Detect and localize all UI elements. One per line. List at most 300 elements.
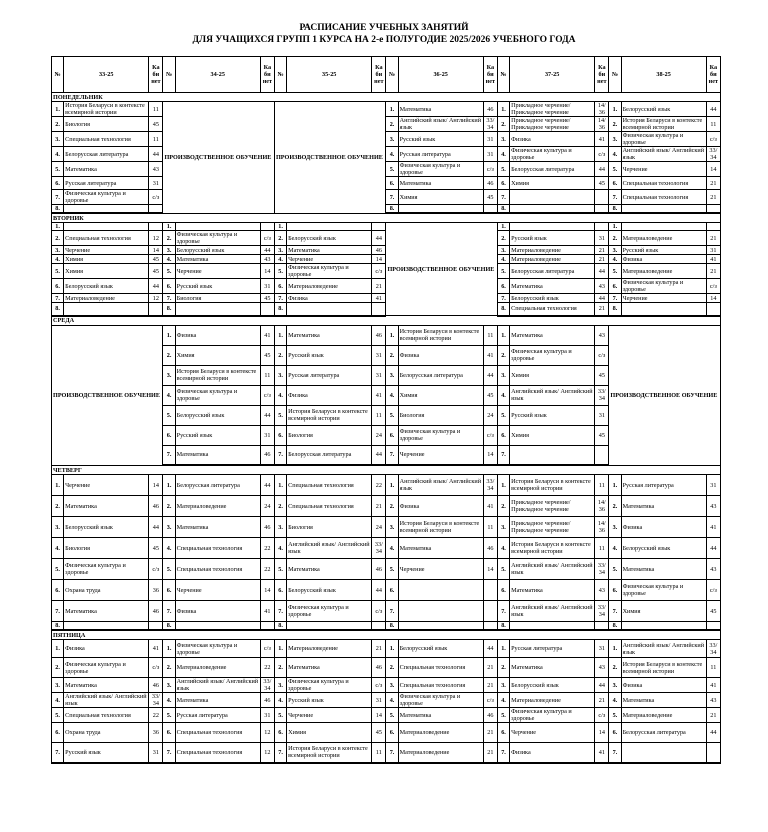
lesson-subject [287, 622, 372, 631]
lesson-number: 1. [609, 102, 621, 117]
lesson-subject: Материаловедение [398, 723, 483, 743]
lesson-subject: Материаловедение [398, 743, 483, 763]
lesson-number: 8. [52, 205, 64, 214]
lesson-cabinet: 41 [706, 255, 720, 264]
lesson-number: 3. [609, 517, 621, 538]
lesson-subject: Черчение [175, 264, 260, 279]
lesson-number: 3. [497, 517, 509, 538]
lesson-subject: Белорусский язык [287, 231, 372, 246]
lesson-subject: Черчение [510, 723, 595, 743]
lesson-subject: Физика [621, 255, 706, 264]
lesson-subject: История Беларуси в контексте всемирной истории [287, 743, 372, 763]
lesson-number: 7. [52, 743, 64, 763]
lesson-subject: Химия [175, 345, 260, 365]
lesson-number: 6. [497, 723, 509, 743]
lesson-subject: Материаловедение [175, 658, 260, 678]
lesson-number: 4. [497, 255, 509, 264]
lesson-number: 5. [52, 559, 64, 580]
lesson-subject: Математика [510, 279, 595, 294]
column-header-cabinet: Ка би нет [483, 57, 497, 93]
lesson-subject: Русская литература [398, 147, 483, 162]
lesson-number: 4. [497, 385, 509, 405]
lesson-cabinet: с/з [260, 640, 274, 658]
lesson-subject: Математика [621, 693, 706, 708]
lesson-cabinet: 43 [260, 255, 274, 264]
lesson-number: 4. [274, 255, 286, 264]
lesson-number: 1. [163, 223, 175, 231]
lesson-subject: Математика [287, 325, 372, 345]
lesson-number: 3. [609, 678, 621, 693]
lesson-cabinet [706, 743, 720, 763]
lesson-subject: История Беларуси в контексте всемирной истории [510, 538, 595, 559]
lesson-subject: Специальная технология [621, 190, 706, 205]
lesson-subject: История Беларуси в контексте всемирной истории [398, 517, 483, 538]
lesson-cabinet: 11 [706, 117, 720, 132]
lesson-cabinet: 36 [149, 723, 163, 743]
lesson-cabinet: 14 [706, 162, 720, 177]
lesson-subject: Математика [398, 708, 483, 723]
lesson-subject: Биология [64, 538, 149, 559]
lesson-cabinet: 45 [595, 365, 609, 385]
lesson-number: 4. [386, 693, 398, 708]
lesson-number: 6. [163, 723, 175, 743]
lesson-number: 7. [609, 601, 621, 622]
lesson-cabinet: 44 [595, 264, 609, 279]
column-header-cabinet: Ка би нет [706, 57, 720, 93]
lesson-number: 8. [497, 205, 509, 214]
lesson-number: 2. [274, 658, 286, 678]
group-header: 37-25 [510, 57, 595, 93]
lesson-cabinet: 11 [483, 517, 497, 538]
lesson-subject [510, 223, 595, 231]
lesson-subject: Английский язык/ Английский язык [510, 559, 595, 580]
lesson-cabinet: 22 [149, 708, 163, 723]
lesson-cabinet: 46 [260, 445, 274, 465]
production-training-cell: ПРОИЗВОДСТВЕННОЕ ОБУЧЕНИЕ [609, 325, 721, 465]
lesson-cabinet: 14 [706, 294, 720, 303]
lesson-subject: Физика [64, 640, 149, 658]
lesson-subject: Черчение [621, 294, 706, 303]
lesson-number: 1. [386, 325, 398, 345]
lesson-cabinet: 46 [372, 325, 386, 345]
lesson-cabinet: 41 [149, 640, 163, 658]
lesson-subject [398, 601, 483, 622]
lesson-subject: Специальная технология [398, 658, 483, 678]
lesson-subject: Физическая культура и здоровье [510, 147, 595, 162]
lesson-number: 1. [274, 640, 286, 658]
lesson-subject: Белорусский язык [175, 246, 260, 255]
lesson-number: 7. [609, 294, 621, 303]
lesson-cabinet: 46 [372, 559, 386, 580]
lesson-cabinet: 46 [483, 708, 497, 723]
lesson-subject [287, 223, 372, 231]
lesson-subject: Охрана труда [64, 723, 149, 743]
lesson-subject: Физика [175, 325, 260, 345]
column-header-num: № [609, 57, 621, 93]
lesson-subject [175, 303, 260, 316]
lesson-cabinet: 44 [372, 445, 386, 465]
lesson-number: 2. [274, 231, 286, 246]
lesson-subject: Физическая культура и здоровье [621, 580, 706, 601]
lesson-subject: Черчение [621, 162, 706, 177]
lesson-cabinet: 21 [372, 496, 386, 517]
day-header: СРЕДА [52, 316, 721, 326]
lesson-number: 7. [52, 294, 64, 303]
lesson-number: 2. [386, 658, 398, 678]
lesson-number: 4. [52, 147, 64, 162]
lesson-subject: Черчение [287, 255, 372, 264]
lesson-subject [175, 622, 260, 631]
lesson-number: 2. [609, 496, 621, 517]
lesson-cabinet [706, 223, 720, 231]
lesson-number: 5. [52, 264, 64, 279]
lesson-cabinet [372, 303, 386, 316]
lesson-number: 1. [386, 475, 398, 496]
lesson-cabinet: 33/ 34 [372, 538, 386, 559]
lesson-subject: Биология [64, 117, 149, 132]
lesson-number: 3. [163, 678, 175, 693]
lesson-cabinet [260, 622, 274, 631]
lesson-cabinet: 44 [149, 147, 163, 162]
lesson-cabinet: с/з [260, 231, 274, 246]
lesson-cabinet: 44 [260, 475, 274, 496]
lesson-number: 1. [497, 475, 509, 496]
lesson-number: 7. [386, 190, 398, 205]
lesson-number: 2. [497, 117, 509, 132]
lesson-cabinet: 43 [595, 580, 609, 601]
lesson-number: 4. [274, 385, 286, 405]
lesson-subject: Русский язык [510, 231, 595, 246]
lesson-cabinet: 46 [372, 658, 386, 678]
lesson-subject: Белорусский язык [621, 102, 706, 117]
lesson-subject: Английский язык/ Английский язык [64, 693, 149, 708]
lesson-subject: Физическая культура и здоровье [510, 345, 595, 365]
lesson-subject [510, 205, 595, 214]
lesson-cabinet: 31 [149, 743, 163, 763]
lesson-cabinet [483, 205, 497, 214]
lesson-subject [398, 580, 483, 601]
lesson-number: 3. [386, 132, 398, 147]
lesson-number: 7. [609, 190, 621, 205]
lesson-number: 7. [386, 445, 398, 465]
lesson-subject: Математика [398, 538, 483, 559]
lesson-cabinet: 31 [595, 405, 609, 425]
lesson-subject: Математика [64, 678, 149, 693]
column-header-num: № [274, 57, 286, 93]
lesson-number: 8. [497, 622, 509, 631]
lesson-cabinet: 46 [483, 538, 497, 559]
lesson-cabinet: 44 [706, 538, 720, 559]
lesson-cabinet: 21 [483, 678, 497, 693]
lesson-cabinet: 14 [372, 255, 386, 264]
lesson-number: 6. [497, 279, 509, 294]
lesson-number: 2. [52, 658, 64, 678]
lesson-number: 2. [609, 117, 621, 132]
lesson-cabinet: 21 [595, 246, 609, 255]
lesson-cabinet: 21 [706, 231, 720, 246]
lesson-cabinet: 31 [260, 279, 274, 294]
lesson-cabinet: 12 [149, 231, 163, 246]
lesson-cabinet: 11 [595, 475, 609, 496]
lesson-number: 2. [497, 496, 509, 517]
group-header: 33-25 [64, 57, 149, 93]
lesson-cabinet: 12 [260, 743, 274, 763]
lesson-subject: Специальная технология [64, 132, 149, 147]
lesson-subject [621, 622, 706, 631]
lesson-number: 3. [52, 678, 64, 693]
lesson-subject: Химия [510, 425, 595, 445]
lesson-cabinet: 14 [483, 559, 497, 580]
lesson-subject: Математика [64, 496, 149, 517]
lesson-number: 5. [274, 405, 286, 425]
lesson-cabinet [483, 622, 497, 631]
lesson-number: 4. [163, 385, 175, 405]
lesson-cabinet: 33/ 34 [595, 385, 609, 405]
lesson-cabinet: с/з [595, 708, 609, 723]
lesson-cabinet: 14 [260, 580, 274, 601]
lesson-subject: Английский язык/ Английский язык [621, 147, 706, 162]
lesson-subject: Математика [287, 246, 372, 255]
lesson-number: 4. [609, 255, 621, 264]
lesson-number: 1. [274, 475, 286, 496]
lesson-cabinet [260, 223, 274, 231]
lesson-number: 2. [386, 496, 398, 517]
lesson-number: 1. [497, 102, 509, 117]
lesson-subject [510, 445, 595, 465]
lesson-subject: История Беларуси в контексте всемирной истории [398, 325, 483, 345]
lesson-subject: Физическая культура и здоровье [621, 279, 706, 294]
lesson-cabinet: с/з [483, 162, 497, 177]
lesson-subject: История Беларуси в контексте всемирной истории [287, 405, 372, 425]
lesson-cabinet: 31 [149, 177, 163, 190]
lesson-number: 2. [497, 658, 509, 678]
lesson-cabinet: 21 [372, 279, 386, 294]
lesson-number: 4. [163, 693, 175, 708]
lesson-cabinet: 44 [595, 678, 609, 693]
lesson-number: 1. [274, 325, 286, 345]
lesson-cabinet [149, 303, 163, 316]
lesson-number: 7. [163, 743, 175, 763]
lesson-number: 6. [163, 425, 175, 445]
lesson-number: 4. [609, 147, 621, 162]
lesson-cabinet: 33/ 34 [706, 640, 720, 658]
lesson-subject: Физика [621, 678, 706, 693]
lesson-cabinet [149, 622, 163, 631]
lesson-number: 7. [497, 601, 509, 622]
lesson-cabinet: 46 [149, 601, 163, 622]
lesson-number: 5. [274, 708, 286, 723]
lesson-subject: Русский язык [175, 425, 260, 445]
lesson-number: 5. [386, 559, 398, 580]
lesson-subject: Охрана труда [64, 580, 149, 601]
lesson-subject: Физическая культура и здоровье [175, 231, 260, 246]
lesson-subject [64, 622, 149, 631]
lesson-subject: Физическая культура и здоровье [287, 264, 372, 279]
group-header: 35-25 [287, 57, 372, 93]
column-header-num: № [386, 57, 398, 93]
lesson-subject: Материаловедение [510, 693, 595, 708]
lesson-subject: Физическая культура и здоровье [64, 559, 149, 580]
lesson-cabinet [595, 190, 609, 205]
lesson-cabinet: 31 [372, 693, 386, 708]
lesson-number: 5. [386, 162, 398, 177]
lesson-number: 7. [497, 190, 509, 205]
lesson-cabinet: 44 [372, 580, 386, 601]
lesson-number: 1. [609, 475, 621, 496]
lesson-number: 5. [52, 708, 64, 723]
lesson-subject: Специальная технология [510, 303, 595, 316]
lesson-number: 1. [274, 223, 286, 231]
lesson-cabinet: 11 [595, 538, 609, 559]
lesson-cabinet [595, 622, 609, 631]
lesson-cabinet: 24 [372, 517, 386, 538]
lesson-number: 3. [274, 365, 286, 385]
lesson-number: 2. [274, 345, 286, 365]
lesson-number: 2. [163, 496, 175, 517]
lesson-number: 6. [609, 723, 621, 743]
lesson-number: 3. [52, 246, 64, 255]
lesson-number: 7. [274, 743, 286, 763]
lesson-subject: Русский язык [64, 743, 149, 763]
lesson-number: 5. [497, 559, 509, 580]
lesson-subject: Материаловедение [621, 231, 706, 246]
lesson-subject: Белорусская литература [398, 365, 483, 385]
lesson-number: 6. [274, 723, 286, 743]
lesson-cabinet: с/з [595, 345, 609, 365]
lesson-cabinet: 14 [149, 246, 163, 255]
lesson-number: 3. [497, 132, 509, 147]
lesson-subject: Физическая культура и здоровье [398, 162, 483, 177]
lesson-subject: Химия [398, 385, 483, 405]
lesson-subject: Физика [287, 294, 372, 303]
lesson-cabinet: 45 [149, 264, 163, 279]
lesson-subject: Физика [510, 743, 595, 763]
lesson-cabinet: 45 [260, 294, 274, 303]
lesson-number: 6. [497, 580, 509, 601]
lesson-cabinet: с/з [483, 693, 497, 708]
lesson-subject: Математика [287, 559, 372, 580]
lesson-subject: Физика [287, 385, 372, 405]
lesson-number: 1. [52, 223, 64, 231]
lesson-subject: Физика [398, 345, 483, 365]
lesson-subject: Английский язык/ Английский язык [175, 678, 260, 693]
lesson-number: 3. [163, 517, 175, 538]
lesson-number: 7. [497, 743, 509, 763]
lesson-subject: Материаловедение [287, 640, 372, 658]
production-training-cell: ПРОИЗВОДСТВЕННОЕ ОБУЧЕНИЕ [274, 102, 385, 214]
lesson-cabinet [595, 223, 609, 231]
lesson-number: 7. [52, 601, 64, 622]
production-training-cell: ПРОИЗВОДСТВЕННОЕ ОБУЧЕНИЕ [52, 325, 163, 465]
lesson-cabinet: 14 [149, 475, 163, 496]
lesson-subject: Черчение [64, 246, 149, 255]
lesson-number: 6. [609, 580, 621, 601]
lesson-cabinet: 31 [483, 132, 497, 147]
lesson-number: 3. [274, 678, 286, 693]
lesson-number: 8. [274, 622, 286, 631]
lesson-subject: Математика [621, 496, 706, 517]
lesson-subject: Физика [621, 517, 706, 538]
lesson-number: 2. [52, 231, 64, 246]
lesson-subject: Химия [510, 365, 595, 385]
lesson-number: 6. [386, 177, 398, 190]
group-header: 34-25 [175, 57, 260, 93]
lesson-subject: История Беларуси в контексте всемирной истории [621, 117, 706, 132]
lesson-subject: Химия [398, 190, 483, 205]
lesson-number: 3. [386, 678, 398, 693]
lesson-cabinet: 44 [149, 279, 163, 294]
lesson-subject: Русская литература [175, 708, 260, 723]
lesson-subject [621, 303, 706, 316]
lesson-cabinet: 14/ 36 [595, 117, 609, 132]
lesson-cabinet: с/з [706, 279, 720, 294]
lesson-subject: Биология [398, 405, 483, 425]
lesson-number: 6. [163, 580, 175, 601]
lesson-cabinet: 43 [706, 496, 720, 517]
lesson-number: 7. [386, 743, 398, 763]
lesson-cabinet: с/з [372, 264, 386, 279]
lesson-number: 4. [497, 147, 509, 162]
lesson-cabinet: 12 [260, 723, 274, 743]
lesson-number: 3. [386, 365, 398, 385]
lesson-number: 7. [274, 445, 286, 465]
lesson-subject: Белорусская литература [510, 264, 595, 279]
day-header: ЧЕТВЕРГ [52, 465, 721, 475]
lesson-cabinet: 33/ 34 [260, 678, 274, 693]
lesson-subject: Специальная технология [175, 723, 260, 743]
day-header: ПЯТНИЦА [52, 630, 721, 640]
lesson-subject: Белорусская литература [175, 475, 260, 496]
lesson-number: 3. [163, 365, 175, 385]
lesson-number: 4. [386, 385, 398, 405]
lesson-subject: Биология [175, 294, 260, 303]
lesson-cabinet [149, 205, 163, 214]
lesson-number: 5. [497, 264, 509, 279]
group-header: 36-25 [398, 57, 483, 93]
lesson-number: 1. [609, 223, 621, 231]
lesson-number: 8. [163, 622, 175, 631]
lesson-cabinet: 41 [483, 345, 497, 365]
lesson-cabinet [260, 303, 274, 316]
lesson-subject: Математика [510, 658, 595, 678]
lesson-subject: Математика [64, 601, 149, 622]
lesson-number: 5. [497, 708, 509, 723]
lesson-subject: Белорусский язык [64, 279, 149, 294]
lesson-cabinet: 46 [149, 678, 163, 693]
lesson-cabinet: 36 [149, 580, 163, 601]
lesson-cabinet: с/з [149, 559, 163, 580]
lesson-cabinet: 22 [260, 538, 274, 559]
lesson-subject: Черчение [64, 475, 149, 496]
lesson-subject: Прикладное черчение/ Прикладное черчение [510, 496, 595, 517]
lesson-cabinet [483, 601, 497, 622]
schedule-title: РАСПИСАНИЕ УЧЕБНЫХ ЗАНЯТИЙ [299, 23, 469, 33]
lesson-subject: Математика [64, 162, 149, 177]
lesson-subject: Физическая культура и здоровье [398, 693, 483, 708]
lesson-cabinet: 43 [149, 162, 163, 177]
lesson-subject: Прикладное черчение/ Прикладное черчение [510, 517, 595, 538]
lesson-cabinet: 41 [372, 385, 386, 405]
lesson-cabinet: с/з [706, 580, 720, 601]
lesson-subject: Математика [510, 325, 595, 345]
lesson-cabinet [706, 205, 720, 214]
lesson-cabinet: 11 [483, 325, 497, 345]
lesson-subject [398, 622, 483, 631]
lesson-cabinet: 45 [483, 385, 497, 405]
lesson-number: 5. [274, 264, 286, 279]
lesson-cabinet [595, 205, 609, 214]
lesson-number: 5. [163, 405, 175, 425]
